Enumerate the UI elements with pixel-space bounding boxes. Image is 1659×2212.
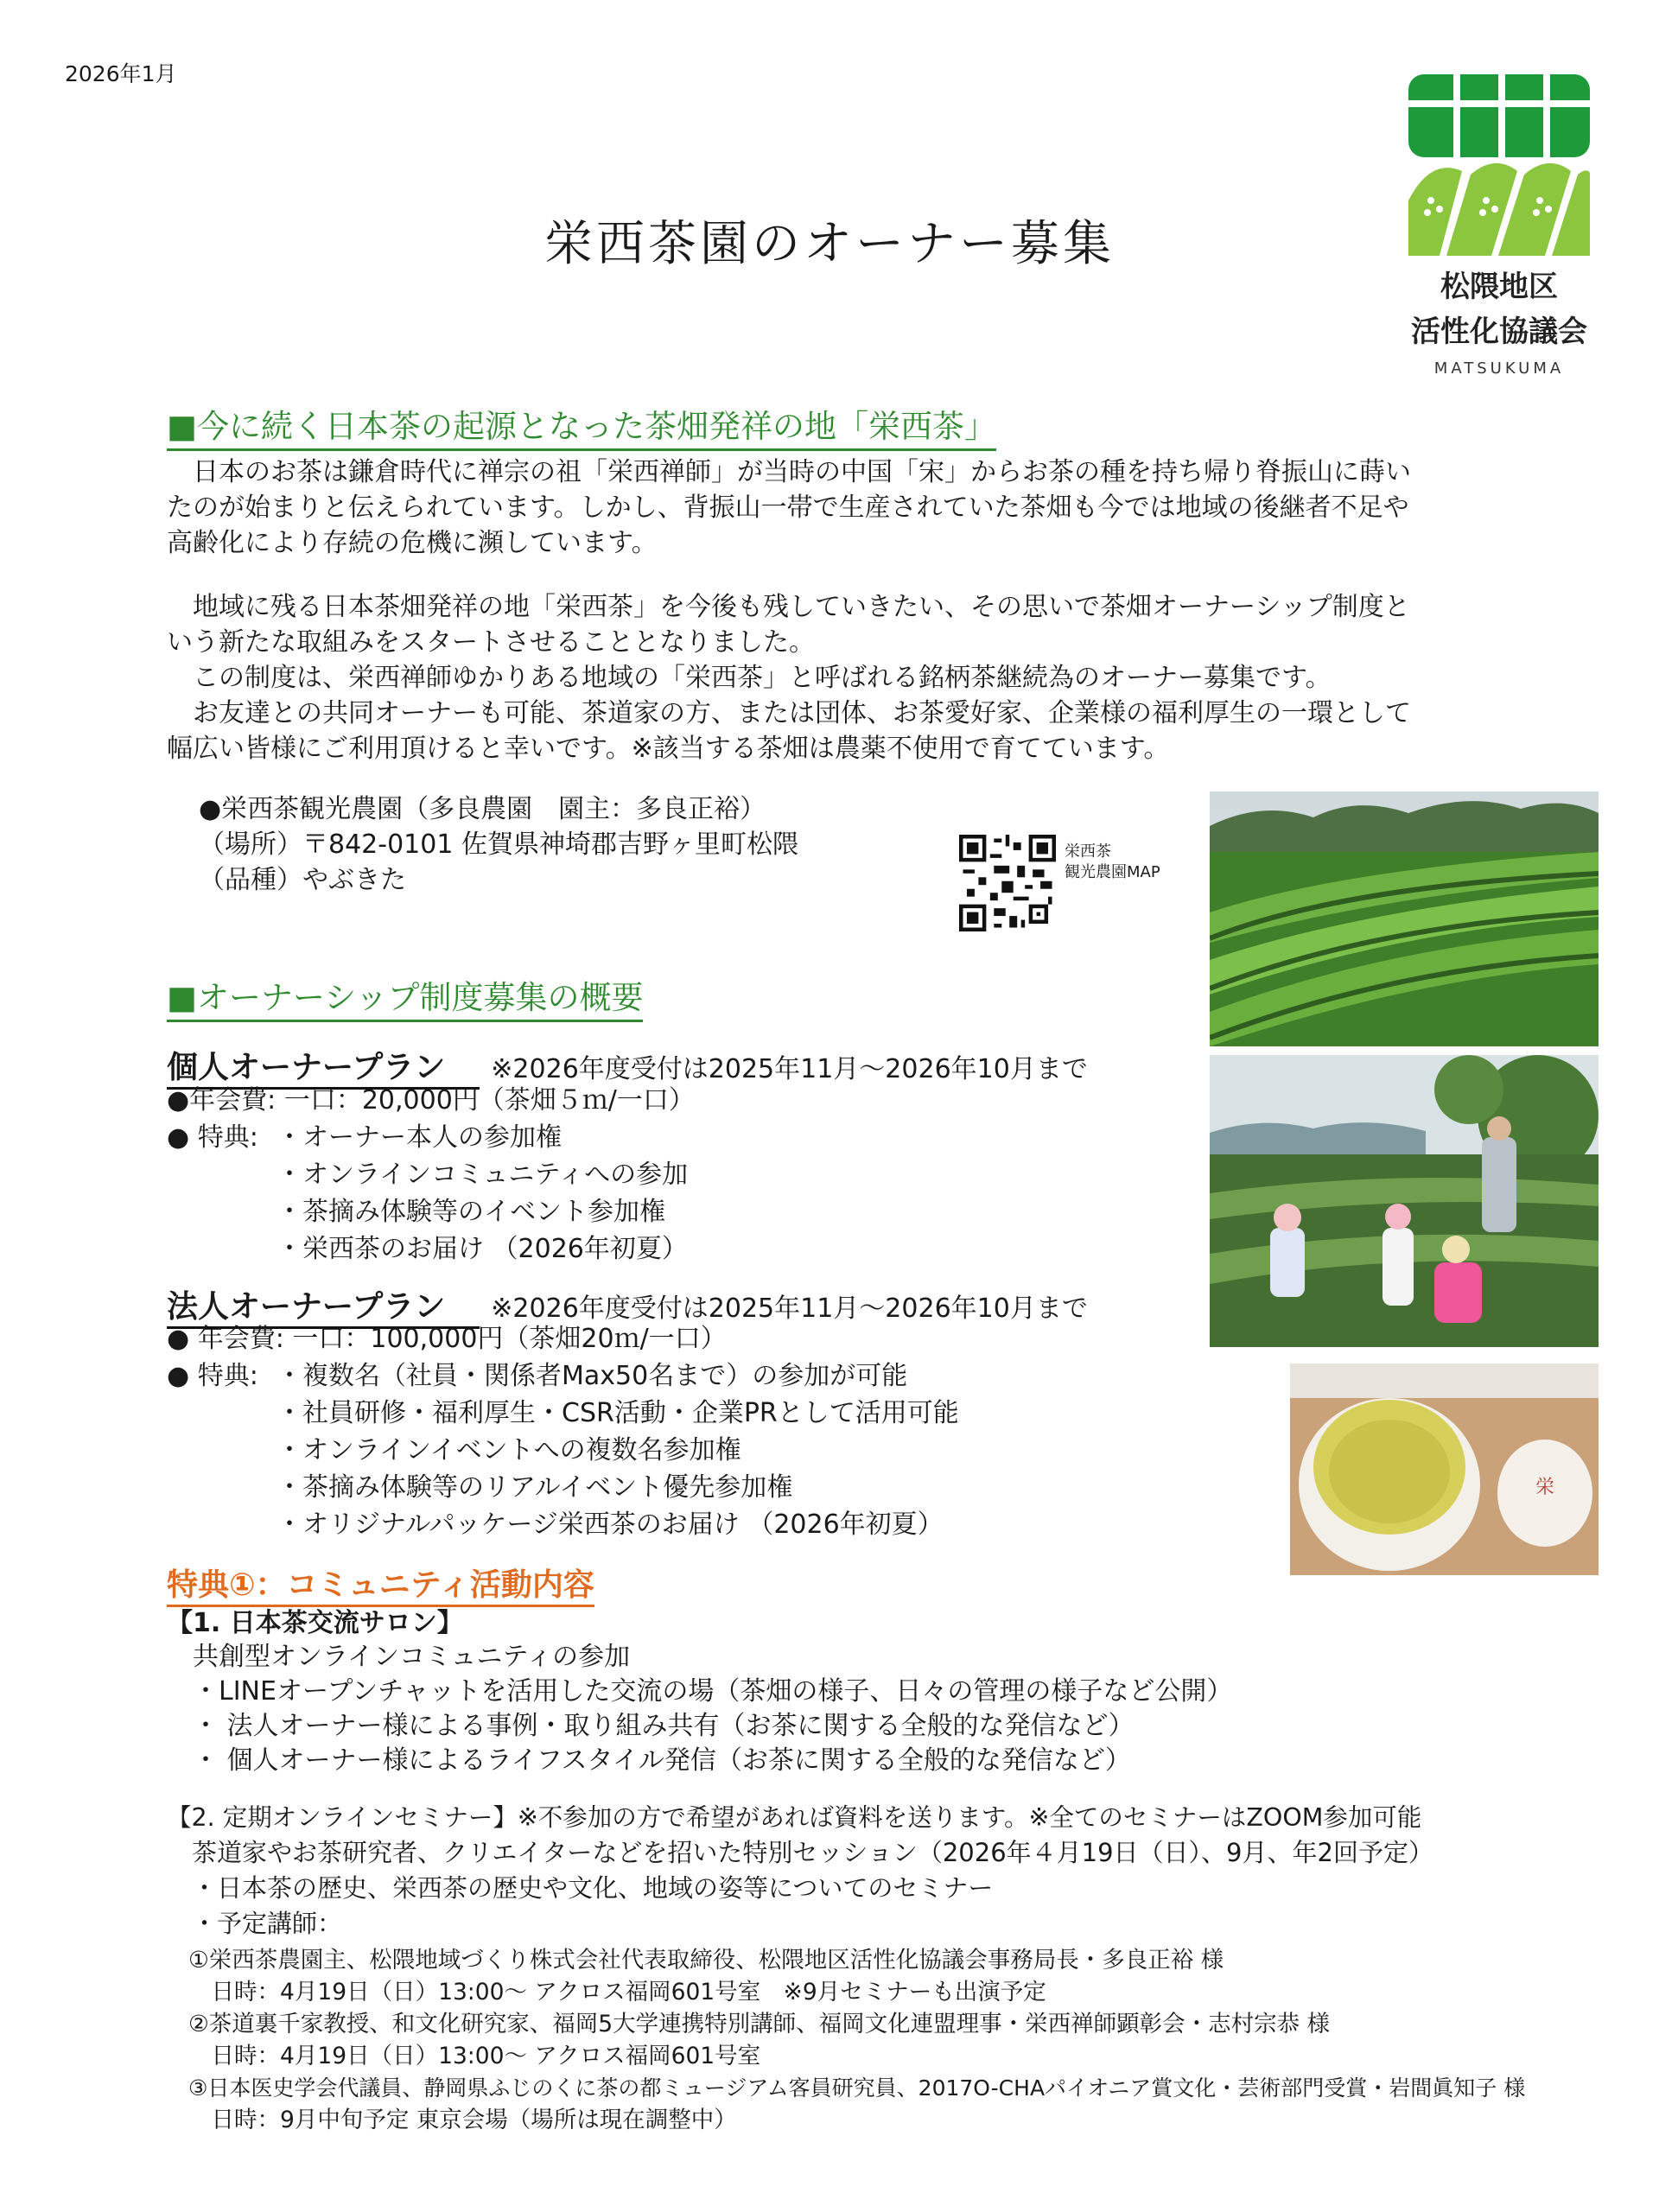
farm-address: （場所）〒842-0101 佐賀県神埼郡吉野ヶ里町松隈 xyxy=(199,830,798,860)
seminar-title: 【2. 定期オンラインセミナー】※不参加の方で希望があれば資料を送ります。※全てのセミナーはZOOM参加可能 xyxy=(167,1803,1422,1832)
paragraph-line: 地域に残る日本茶畑発祥の地「栄西茶」を今後も残していきたい、その思いで茶畑オーナーシップ制度と xyxy=(167,592,1410,622)
section-heading-community: 特典①：コミュニティ活動内容 xyxy=(167,1560,594,1607)
salon-title: 【1. 日本茶交流サロン】 xyxy=(167,1608,463,1638)
seminar-line: ・日本茶の歴史、栄西茶の歴史や文化、地域の姿等についてのセミナー xyxy=(167,1873,994,1903)
paragraph-line: お友達との共同オーナーも可能、茶道家の方、または団体、お茶愛好家、企業様の福利厚生の一環として xyxy=(167,698,1411,728)
logo-line-1: 松隈地区 xyxy=(1440,270,1558,304)
salon-details xyxy=(167,1640,1232,1778)
section-heading-origin: ■今に続く日本茶の起源となった茶畑発祥の地「栄西茶」 xyxy=(167,400,996,451)
document-date: 2026年1月 xyxy=(65,61,177,86)
salon-line: ・ 法人オーナー様による事例・取り組み共有（お茶に関する全般的な発信など） xyxy=(167,1711,1135,1741)
tea-field-logo-icon xyxy=(1405,71,1593,259)
benefit-item: ・栄西茶のお届け （2026年初夏） xyxy=(276,1234,688,1264)
logo-subtitle: MATSUKUMA xyxy=(1433,359,1565,378)
paragraph-line: この制度は、栄西禅師ゆかりある地域の「栄西茶」と呼ばれる銘柄茶継続為のオーナー募集です。 xyxy=(167,663,1332,693)
intro-paragraph-2 xyxy=(167,589,1515,766)
speaker-item: ①栄西茶農園主、松隈地域づくり株式会社代表取締役、松隈地区活性化協議会事務局長・多良正裕 様 xyxy=(188,1947,1224,1974)
speaker-item: ②茶道裏千家教授、和文化研究家、福岡5大学連携特別講師、福岡文化連盟理事・栄西禅師顕彰会・志村宗恭 様 xyxy=(188,2011,1331,2037)
svg-text:栄: 栄 xyxy=(1535,1477,1555,1498)
personal-plan-fee: ●年会費: 一口：20,000円（茶畑５ｍ/一口） xyxy=(167,1085,695,1116)
personal-benefits-label: ● 特典: xyxy=(167,1122,258,1153)
intro-paragraph-1 xyxy=(167,454,1515,561)
speaker-schedule: 日時：4月19日（日）13:00～ アクロス福岡601号室 ※9月セミナーも出演予定 xyxy=(188,1979,1046,2005)
corporate-plan-title: 法人オーナープラン xyxy=(167,1282,480,1329)
benefit-item: ・オンラインイベントへの複数名参加権 xyxy=(276,1435,741,1465)
salon-line: ・ 個人オーナー様によるライフスタイル発信（お茶に関する全般的な発信など） xyxy=(167,1745,1131,1776)
speaker-list xyxy=(188,1944,1525,2136)
seminar-line: 茶道家やお茶研究者、クリエイターなどを招いた特別セッション（2026年４月19日（日）、9月、年2回予定） xyxy=(167,1838,1433,1867)
benefit-item: ・オーナー本人の参加権 xyxy=(276,1122,562,1153)
benefit-item: ・茶摘み体験等のリアルイベント優先参加権 xyxy=(276,1472,793,1503)
seminar-line: ・予定講師： xyxy=(167,1909,343,1938)
corporate-plan-fee: ● 年会費: 一口：100,000円（茶畑20ｍ/一口） xyxy=(167,1324,727,1354)
tea-field-photo xyxy=(1210,791,1599,1046)
personal-plan-note: ※2026年度受付は2025年11月～2026年10月まで xyxy=(491,1054,1088,1084)
personal-plan-title: 個人オーナープラン xyxy=(167,1043,480,1090)
benefit-item: ・社員研修・福利厚生・CSR活動・企業PRとして活用可能 xyxy=(276,1398,959,1428)
salon-line: ・LINEオープンチャットを活用した交流の場（茶畑の様子、日々の管理の様子など公開） xyxy=(167,1676,1233,1707)
section-heading-overview: ■オーナーシップ制度募集の概要 xyxy=(167,971,643,1022)
qr-code[interactable] xyxy=(959,835,1035,931)
qr-caption xyxy=(1065,842,1160,883)
paragraph-line: 高齢化により存続の危機に瀕しています。 xyxy=(167,528,658,558)
page-title: 栄西茶園のオーナー募集 xyxy=(544,216,1115,272)
paragraph-line: 幅広い皆様にご利用頂けると幸いです。※該当する茶畑は農薬不使用で育てています。 xyxy=(167,734,1170,764)
farm-variety: （品種）やぶきた xyxy=(199,865,406,895)
benefit-item: ・オンラインコミュニティへの参加 xyxy=(276,1160,689,1190)
qr-caption-line: 観光農園MAP xyxy=(1065,863,1160,881)
benefit-item: ・複数名（社員・関係者Max50名まで）の参加が可能 xyxy=(276,1361,908,1391)
benefit-item: ・オリジナルパッケージ栄西茶のお届け （2026年初夏） xyxy=(276,1510,944,1540)
farm-info xyxy=(199,791,798,898)
qr-caption-line: 栄西茶 xyxy=(1065,842,1111,861)
speaker-schedule: 日時：4月19日（日）13:00～ アクロス福岡601号室 xyxy=(188,2043,761,2069)
organization-logo xyxy=(1391,71,1607,378)
paragraph-line: いう新たな取組みをスタートさせることとなりました。 xyxy=(167,627,815,658)
farm-name: ●栄西茶観光農園（多良農園 園主：多良正裕） xyxy=(199,794,766,824)
salon-line: 共創型オンラインコミュニティの参加 xyxy=(167,1642,631,1672)
paragraph-line: たのが始まりと伝えられています。しかし、背振山一帯で生産されていた茶畑も今では地域の後継者不足や xyxy=(167,493,1409,523)
speaker-item: ③日本医史学会代議員、静岡県ふじのくに茶の都ミュージアム客員研究員、2017O-CHAパイオニア賞文化・芸術部門受賞・岩間眞知子 様 xyxy=(188,2075,1526,2101)
corporate-benefits-label: ● 特典: xyxy=(167,1361,258,1391)
green-tea-cup-photo xyxy=(1290,1363,1599,1575)
seminar-details xyxy=(167,1835,1433,1942)
speaker-schedule: 日時：9月中旬予定 東京会場（場所は現在調整中） xyxy=(188,2107,737,2133)
corporate-plan-note: ※2026年度受付は2025年11月～2026年10月まで xyxy=(491,1294,1088,1324)
personal-benefits-list xyxy=(276,1119,688,1268)
corporate-benefits-list xyxy=(276,1357,959,1543)
paragraph-line: 日本のお茶は鎌倉時代に禅宗の祖「栄西禅師」が当時の中国「宋」からお茶の種を持ち帰り脊振山に蒔い xyxy=(167,457,1411,487)
benefit-item: ・茶摘み体験等のイベント参加権 xyxy=(276,1197,665,1227)
tea-picking-photo xyxy=(1210,1055,1599,1347)
logo-line-2: 活性化協議会 xyxy=(1411,315,1587,349)
